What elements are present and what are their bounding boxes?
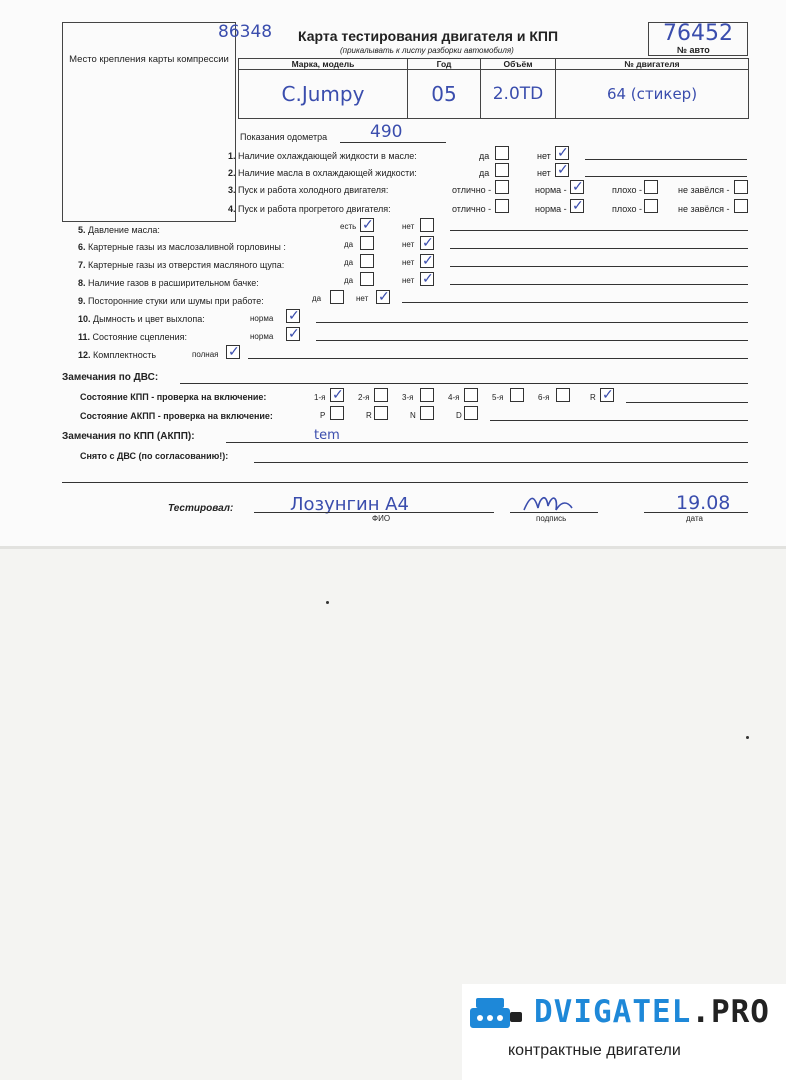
signature-line — [510, 512, 598, 513]
q12-num: 12. — [78, 350, 91, 360]
col-header-engine-number: № двигателя — [556, 59, 749, 70]
page-title: Карта тестирования двигателя и КПП — [298, 28, 559, 44]
q6-text: Картерные газы из маслозаливной горловины : — [88, 242, 286, 252]
q11-num: 11. — [78, 332, 91, 342]
q8-num: 8. — [78, 278, 86, 288]
akpp-mode-n: N — [410, 411, 416, 420]
check-mark-icon: ✓ — [288, 325, 300, 341]
engine-logo-icon — [466, 994, 528, 1034]
fio-label: ФИО — [372, 514, 391, 523]
q2-num: 2. — [228, 168, 236, 178]
akpp-mode-r-checkbox[interactable] — [374, 406, 388, 420]
q9-no-checkbox[interactable] — [376, 290, 390, 304]
q10-opt-normal: норма — [250, 314, 274, 323]
q7-line — [450, 266, 748, 267]
q8-opt-yes: да — [344, 276, 354, 285]
kpp-gear-r: R — [590, 393, 596, 402]
q8-yes-checkbox[interactable] — [360, 272, 374, 286]
q1-line — [585, 159, 747, 160]
q2-no-checkbox[interactable] — [555, 163, 569, 177]
check-mark-icon: ✓ — [332, 386, 344, 402]
q8-opt-no: нет — [402, 276, 415, 285]
q7-opt-no: нет — [402, 258, 415, 267]
q5-num: 5. — [78, 225, 86, 235]
q4-opt-nostart: не завёлся - — [678, 204, 730, 214]
sheet-edge — [0, 546, 786, 549]
q9-yes-checkbox[interactable] — [330, 290, 344, 304]
compression-card-label: Место крепления карты компрессии — [69, 54, 229, 65]
brand-watermark — [462, 984, 786, 1080]
avto-number-box — [648, 22, 748, 56]
akpp-mode-r: R — [366, 411, 372, 420]
check-mark-icon: ✓ — [422, 270, 434, 286]
kpp-gear-2: 2-я — [358, 393, 370, 402]
check-mark-icon: ✓ — [228, 343, 240, 359]
q9-line — [402, 302, 748, 303]
q1-opt-no: нет — [537, 151, 551, 161]
page-subtitle: (прикалывать к листу разборки автомобиля) — [340, 46, 514, 55]
dvs-remarks-line — [180, 383, 748, 384]
kpp-gear-5-checkbox[interactable] — [510, 388, 524, 402]
q4-opt-excellent: отлично - — [452, 204, 492, 214]
tester-name-value: Лозунгин А4 — [290, 494, 409, 515]
q11-text: Состояние сцепления: — [92, 332, 188, 342]
q8-line — [450, 284, 748, 285]
q12-text: Комплектность — [93, 350, 157, 360]
check-mark-icon: ✓ — [572, 197, 584, 213]
odometer-label: Показания одометра — [240, 132, 328, 142]
check-mark-icon: ✓ — [378, 288, 390, 304]
q6-line — [450, 248, 748, 249]
kpp-gear-1-checkbox[interactable] — [330, 388, 344, 402]
q6-no-checkbox[interactable] — [420, 236, 434, 250]
sign-label: подпись — [536, 514, 567, 523]
q6-opt-no: нет — [402, 240, 415, 249]
q1-opt-yes: да — [479, 151, 490, 161]
q10-num: 10. — [78, 314, 91, 324]
q11-opt-normal: норма — [250, 332, 274, 341]
kpp-gear-r-checkbox[interactable] — [600, 388, 614, 402]
col-header-volume: Объём — [481, 59, 556, 70]
q3-opt-normal: норма - — [535, 185, 567, 195]
akpp-state-label: Состояние АКПП - проверка на включение: — [80, 411, 273, 421]
q2-yes-checkbox[interactable] — [495, 163, 509, 177]
avto-number-label: № авто — [677, 45, 710, 55]
q10-normal-checkbox[interactable] — [286, 309, 300, 323]
q3-excellent-checkbox[interactable] — [495, 180, 509, 194]
q11-line — [316, 340, 748, 341]
q2-opt-yes: да — [479, 168, 490, 178]
kpp-gear-4-checkbox[interactable] — [464, 388, 478, 402]
q2-line — [585, 176, 747, 177]
brand-tagline: контрактные двигатели — [508, 1042, 681, 1059]
q3-opt-excellent: отлично - — [452, 185, 492, 195]
akpp-mode-p: P — [320, 411, 326, 420]
q5-opt-yes: есть — [340, 222, 357, 231]
q6-opt-yes: да — [344, 240, 354, 249]
kpp-gear-6: 6-я — [538, 393, 550, 402]
q1-text: Наличие охлаждающей жидкости в масле: — [238, 151, 417, 161]
cell-engine-number: 64 (стикер) — [556, 70, 749, 119]
q7-no-checkbox[interactable] — [420, 254, 434, 268]
q7-num: 7. — [78, 260, 86, 270]
q3-opt-bad: плохо - — [612, 185, 643, 195]
akpp-state-line — [490, 420, 748, 421]
kpp-remarks-line — [226, 442, 748, 443]
stray-mark — [326, 601, 329, 604]
cell-volume: 2.0TD — [481, 70, 556, 119]
akpp-mode-p-checkbox[interactable] — [330, 406, 344, 420]
q7-opt-yes: да — [344, 258, 354, 267]
q12-opt-full: полная — [192, 350, 219, 359]
q3-nostart-checkbox[interactable] — [734, 180, 748, 194]
avto-number-value: 76452 — [663, 21, 733, 46]
q3-bad-checkbox[interactable] — [644, 180, 658, 194]
check-mark-icon: ✓ — [557, 144, 569, 160]
check-mark-icon: ✓ — [602, 386, 614, 402]
kpp-remarks-value: tem — [314, 428, 340, 443]
date-line — [644, 512, 748, 513]
q9-opt-no: нет — [356, 294, 369, 303]
q3-text: Пуск и работа холодного двигателя: — [238, 185, 389, 195]
q5-no-checkbox[interactable] — [420, 218, 434, 232]
q5-line — [450, 230, 748, 231]
q3-opt-nostart: не завёлся - — [678, 185, 730, 195]
col-header-model: Марка, модель — [239, 59, 408, 70]
q10-text: Дымность и цвет выхлопа: — [93, 314, 205, 324]
q6-num: 6. — [78, 242, 86, 252]
kpp-gear-6-checkbox[interactable] — [556, 388, 570, 402]
q2-text: Наличие масла в охлаждающей жидкости: — [238, 168, 417, 178]
q5-yes-checkbox[interactable] — [360, 218, 374, 232]
removed-line — [254, 462, 748, 463]
handwritten-code: 86348 — [218, 22, 273, 42]
brand-name-main: DVIGATEL — [534, 994, 692, 1030]
tested-label: Тестировал: — [168, 503, 234, 514]
check-mark-icon: ✓ — [557, 161, 569, 177]
vehicle-table — [238, 58, 749, 119]
kpp-gear-3: 3-я — [402, 393, 414, 402]
akpp-mode-n-checkbox[interactable] — [420, 406, 434, 420]
q1-num: 1. — [228, 151, 236, 161]
q4-text: Пуск и работа прогретого двигателя: — [238, 204, 391, 214]
brand-name-suffix: .PRO — [691, 994, 770, 1030]
q4-opt-normal: норма - — [535, 204, 567, 214]
q4-normal-checkbox[interactable] — [570, 199, 584, 213]
kpp-state-line — [626, 402, 748, 403]
q12-line — [248, 358, 748, 359]
kpp-gear-2-checkbox[interactable] — [374, 388, 388, 402]
cell-year: 05 — [408, 70, 481, 119]
q7-text: Картерные газы из отверстия масляного щупа: — [88, 260, 285, 270]
kpp-gear-5: 5-я — [492, 393, 504, 402]
q3-normal-checkbox[interactable] — [570, 180, 584, 194]
q4-nostart-checkbox[interactable] — [734, 199, 748, 213]
compression-card-placeholder — [62, 22, 236, 222]
stray-mark — [746, 736, 749, 739]
check-mark-icon: ✓ — [288, 307, 300, 323]
q4-num: 4. — [228, 204, 236, 214]
q2-opt-no: нет — [537, 168, 551, 178]
q5-opt-no: нет — [402, 222, 415, 231]
q11-normal-checkbox[interactable] — [286, 327, 300, 341]
odometer-line — [340, 142, 446, 143]
removed-label: Снято с ДВС (по согласованию!): — [80, 451, 229, 461]
date-value: 19.08 — [676, 492, 731, 514]
check-mark-icon: ✓ — [572, 178, 584, 194]
q10-line — [316, 322, 748, 323]
kpp-gear-3-checkbox[interactable] — [420, 388, 434, 402]
check-mark-icon: ✓ — [422, 234, 434, 250]
cell-model: C.Jumpy — [239, 70, 408, 119]
q12-full-checkbox[interactable] — [226, 345, 240, 359]
akpp-mode-d: D — [456, 411, 462, 420]
tester-name-line — [254, 512, 494, 513]
extra-line — [62, 482, 748, 483]
q8-text: Наличие газов в расширительном бачке: — [88, 278, 259, 288]
check-mark-icon: ✓ — [362, 216, 374, 232]
kpp-gear-4: 4-я — [448, 393, 460, 402]
akpp-mode-d-checkbox[interactable] — [464, 406, 478, 420]
q4-bad-checkbox[interactable] — [644, 199, 658, 213]
q7-yes-checkbox[interactable] — [360, 254, 374, 268]
q1-no-checkbox[interactable] — [555, 146, 569, 160]
check-mark-icon: ✓ — [422, 252, 434, 268]
q9-num: 9. — [78, 296, 86, 306]
dvs-remarks-label: Замечания по ДВС: — [62, 372, 159, 383]
q1-yes-checkbox[interactable] — [495, 146, 509, 160]
kpp-gear-1: 1-я — [314, 393, 326, 402]
q9-text: Посторонние стуки или шумы при работе: — [88, 296, 264, 306]
brand-name — [534, 994, 770, 1030]
col-header-year: Год — [408, 59, 481, 70]
odometer-value: 490 — [370, 122, 403, 142]
q8-no-checkbox[interactable] — [420, 272, 434, 286]
q5-text: Давление масла: — [88, 225, 160, 235]
q4-excellent-checkbox[interactable] — [495, 199, 509, 213]
kpp-state-label: Состояние КПП - проверка на включение: — [80, 392, 267, 402]
q6-yes-checkbox[interactable] — [360, 236, 374, 250]
q9-opt-yes: да — [312, 294, 322, 303]
date-label: дата — [686, 514, 703, 523]
q4-opt-bad: плохо - — [612, 204, 643, 214]
kpp-remarks-label: Замечания по КПП (АКПП): — [62, 431, 195, 442]
q3-num: 3. — [228, 185, 236, 195]
